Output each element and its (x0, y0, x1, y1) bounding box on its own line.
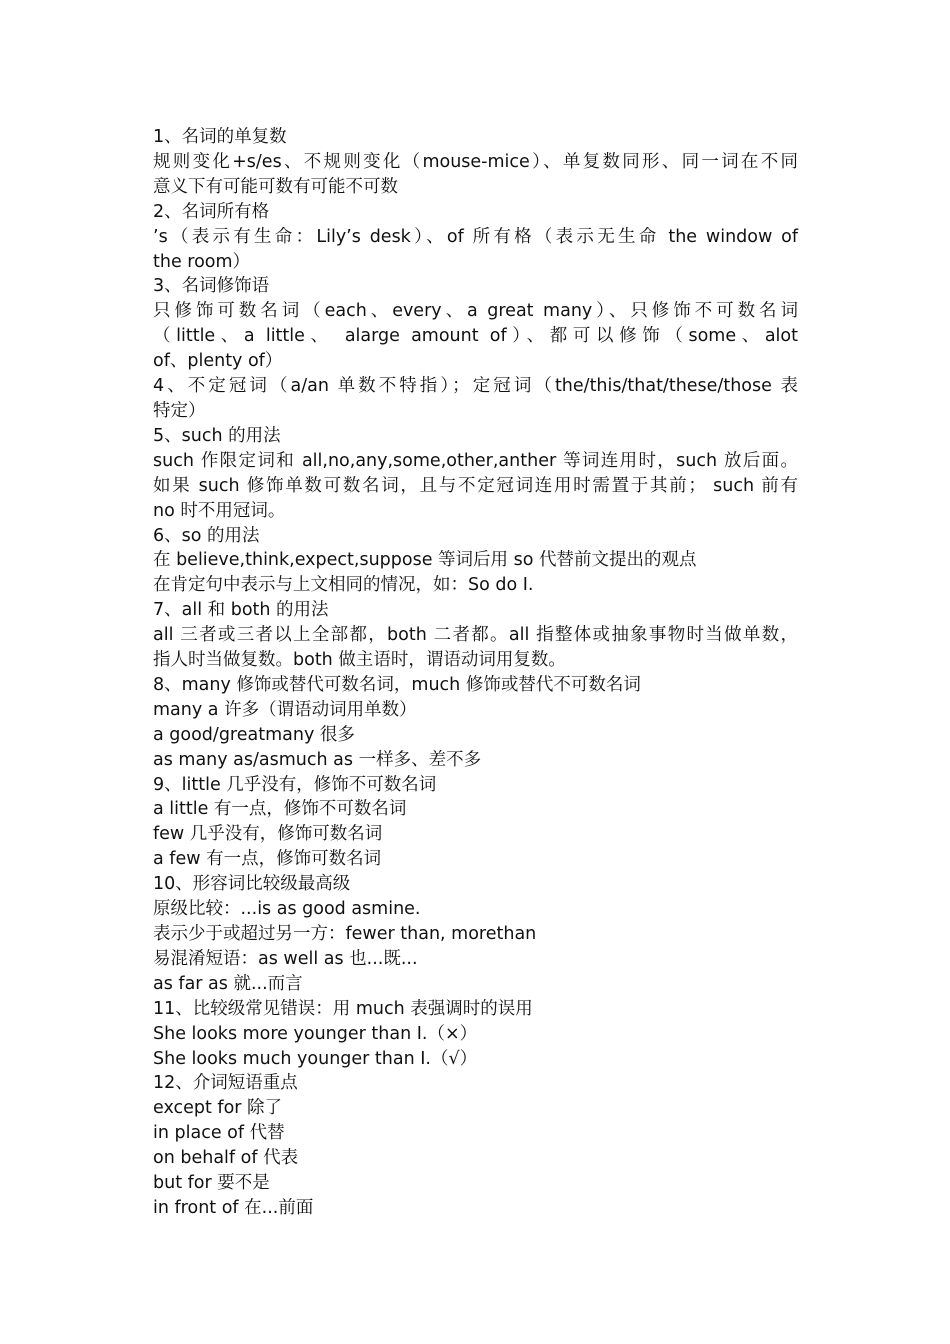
text-line: no 时不用冠词。 (153, 500, 286, 521)
text-line: 4、不定冠词（a/an 单数不特指）；定冠词（the/this/that/these/those 表 (153, 376, 798, 397)
text-line: 9、little 几乎没有，修饰不可数名词 (153, 774, 437, 795)
text-line: 2、名词所有格 (153, 201, 270, 222)
text-line: 原级比较：...is as good asmine. (153, 899, 421, 920)
text-line: 特定） (153, 400, 206, 421)
text-line: many a 许多（谓语动词用单数） (153, 699, 417, 720)
text-line: of、plenty of） (153, 351, 283, 372)
text-line: in front of 在...前面 (153, 1197, 314, 1218)
text-line: except for 除了 (153, 1098, 283, 1119)
text-line: 指人时当做复数。both 做主语时，谓语动词用复数。 (153, 650, 566, 671)
text-line: on behalf of 代表 (153, 1148, 299, 1169)
text-line: a little 有一点，修饰不可数名词 (153, 799, 407, 820)
text-line: 1、名词的单复数 (153, 127, 287, 147)
text-line: in place of 代替 (153, 1123, 285, 1144)
text-line: 11、比较级常见错误：用 much 表强调时的误用 (153, 998, 533, 1019)
text-line: as many as/asmuch as 一样多、差不多 (153, 749, 482, 770)
text-line: 表示少于或超过另一方：fewer than, morethan (153, 924, 537, 944)
text-line: 规则变化+s/es、不规则变化（mouse-mice）、单复数同形、同一词在不同 (153, 151, 798, 172)
text-line: She looks much younger than I.（√） (153, 1048, 478, 1069)
text-line: 10、形容词比较级最高级 (153, 874, 351, 895)
text-line: 在肯定句中表示与上文相同的情况，如：So do I. (153, 575, 534, 596)
text-line: She looks more younger than I.（×） (153, 1023, 478, 1044)
text-line: 5、such 的用法 (153, 425, 281, 446)
text-line: 3、名词修饰语 (153, 276, 270, 297)
text-line: 8、many 修饰或替代可数名词，much 修饰或替代不可数名词 (153, 674, 641, 695)
text-line: 6、so 的用法 (153, 525, 260, 546)
text-line: 意义下有可能可数有可能不可数 (153, 176, 398, 197)
text-line: 7、all 和 both 的用法 (153, 600, 329, 621)
text-line: few 几乎没有，修饰可数名词 (153, 824, 383, 845)
text-line: ’s（表示有生命：Lily’s desk）、of 所有格（表示无生命 the window of (153, 226, 798, 247)
text-line: the room） (153, 251, 251, 272)
text-line: （little、a little、 alarge amount of）、都可以修饰（some、alot (153, 326, 798, 347)
text-line: but for 要不是 (153, 1173, 270, 1194)
document-body (153, 125, 798, 1221)
text-line: a good/greatmany 很多 (153, 724, 355, 745)
text-line: a few 有一点，修饰可数名词 (153, 849, 382, 870)
text-line: all 三者或三者以上全部都，both 二者都。all 指整体或抽象事物时当做单数， (153, 625, 798, 646)
text-line: such 作限定词和 all,no,any,some,other,anther 等词连用时，such 放后面。 (153, 450, 798, 471)
document-page (153, 125, 798, 1221)
text-line: 易混淆短语：as well as 也...既... (153, 948, 418, 969)
text-line: 在 believe,think,expect,suppose 等词后用 so 代替前文提出的观点 (153, 550, 697, 571)
text-line: as far as 就...而言 (153, 973, 303, 994)
text-line: 12、介词短语重点 (153, 1073, 298, 1094)
text-line: 只修饰可数名词（each、every、a great many）、只修饰不可数名词 (153, 301, 798, 322)
text-line: 如果 such 修饰单数可数名词，且与不定冠词连用时需置于其前； such 前有 (153, 475, 798, 496)
